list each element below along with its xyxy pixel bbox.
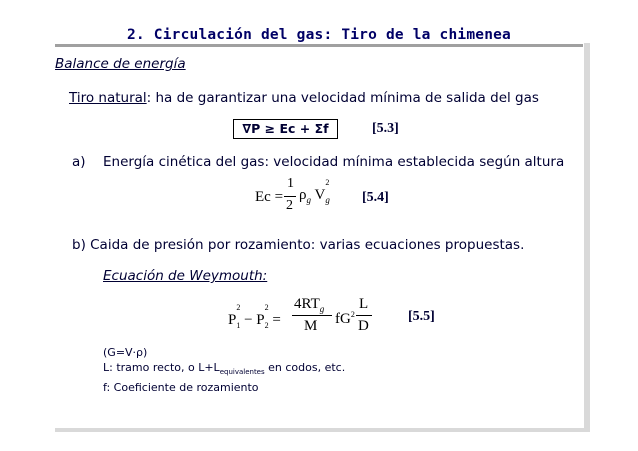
equation-5-5-number: [5.5] (408, 309, 435, 324)
tiro-natural-line (69, 90, 539, 106)
equation-5-4-number: [5.4] (362, 190, 389, 205)
slide-title: 2. Circulación del gas: Tiro de la chimenea (127, 27, 511, 43)
item-b-text: b) Caida de presión por rozamiento: varias ecuaciones propuestas. (72, 237, 525, 253)
section-subtitle: Balance de energía (55, 56, 186, 72)
eq55-fraction-line-2 (356, 315, 372, 316)
note-l-definition: L: tramo recto, o $L+L_{equivalentes}$ en codos, etc. (103, 361, 346, 377)
eq55-lhs: P 2 $_1$ − P 2 $_2$ = (228, 303, 281, 330)
slide-shadow-right (584, 43, 590, 431)
eq55-fG2: $fG^2$ (335, 310, 355, 327)
weymouth-heading: Ecuación de Weymouth: (103, 268, 268, 284)
note-f-definition: f: Coeficiente de rozamiento (103, 381, 259, 395)
eq55-fraction-line-1 (292, 315, 332, 316)
note-g-definition: (G=V·ρ) (103, 346, 148, 359)
tiro-natural-term: Tiro natural (69, 90, 147, 106)
eq55-numerator: $4RT_g$ (294, 296, 325, 314)
notes-block (103, 345, 345, 395)
tiro-natural-text: : ha de garantizar una velocidad mínima de salida del gas (146, 90, 539, 106)
eq54-fraction-line (284, 196, 296, 197)
eq54-lhs: Ec = (255, 189, 284, 205)
item-a-text: Energía cinética del gas: velocidad mínima establecida según altura (103, 154, 565, 170)
eq55-D: D (358, 318, 369, 334)
eq54-denominator: 2 (286, 198, 293, 213)
eq55-denominator: M (304, 318, 318, 334)
eq55-L: L (359, 296, 369, 312)
eq54-rhs: $\rho_g$ V 2 $_g$ (299, 178, 330, 205)
item-a-marker: a) (72, 154, 86, 170)
title-divider (55, 44, 583, 47)
eq54-numerator: 1 (287, 176, 294, 191)
equation-5-3-number: [5.3] (372, 121, 399, 136)
slide-shadow-bottom (55, 428, 590, 432)
equation-5-3-box: ∇P ≥ Ec + Σf (233, 119, 338, 139)
